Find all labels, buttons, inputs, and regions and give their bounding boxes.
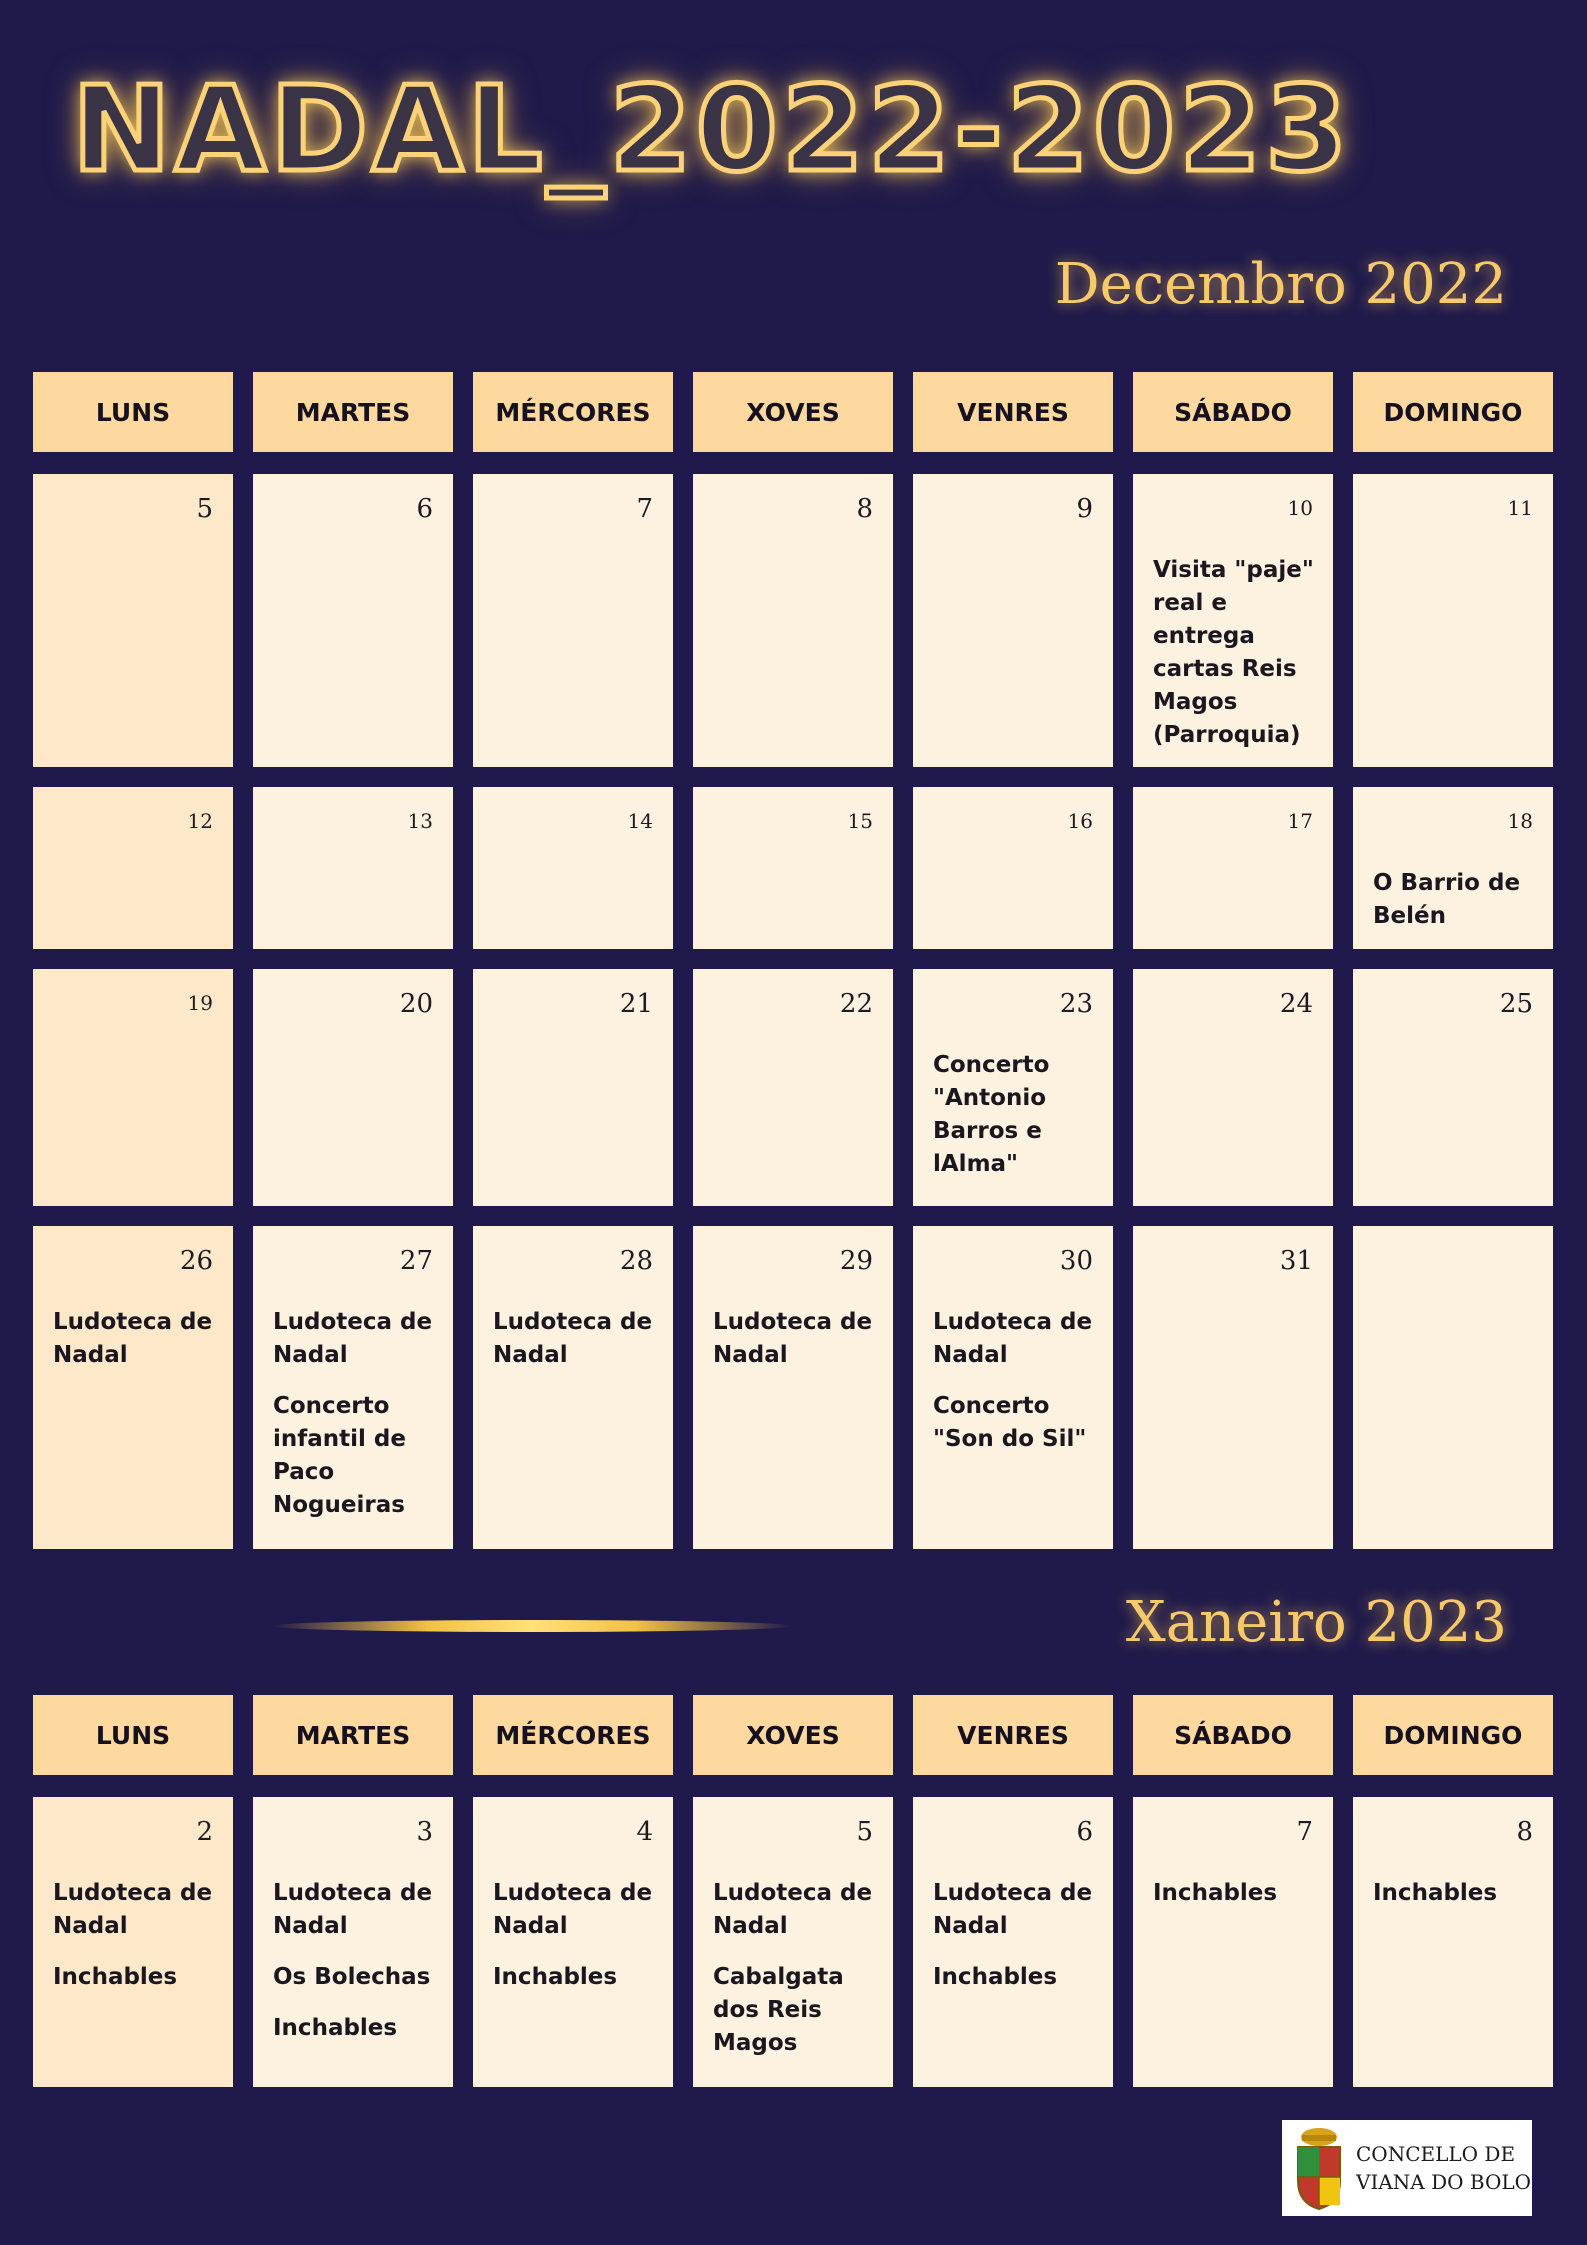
day-number: 20 bbox=[399, 989, 433, 1019]
day-number: 25 bbox=[1499, 989, 1533, 1019]
day-number: 2 bbox=[196, 1817, 213, 1847]
coat-of-arms-icon bbox=[1290, 2125, 1348, 2211]
month-heading-january: Xaneiro 2023 bbox=[1125, 1590, 1507, 1655]
event-text: Ludoteca de Nadal bbox=[273, 1309, 433, 1368]
month-heading-december: Decembro 2022 bbox=[1054, 252, 1507, 317]
event-text: Ludoteca de Nadal bbox=[713, 1309, 873, 1368]
day-number: 30 bbox=[1059, 1246, 1093, 1276]
day-number: 19 bbox=[187, 991, 213, 1015]
day-cell bbox=[253, 1226, 453, 1549]
day-number: 8 bbox=[1516, 1817, 1533, 1847]
day-number: 4 bbox=[636, 1817, 653, 1847]
day-cell bbox=[253, 787, 453, 949]
weekday-header: SÁBADO bbox=[1133, 1695, 1333, 1775]
day-number: 26 bbox=[179, 1246, 213, 1276]
event-text: Cabalgata dos Reis Magos bbox=[713, 1964, 844, 2056]
event-text: Ludoteca de Nadal bbox=[933, 1309, 1093, 1368]
weekday-header: DOMINGO bbox=[1353, 1695, 1553, 1775]
day-cell bbox=[253, 1797, 453, 2087]
day-cell bbox=[33, 969, 233, 1206]
weekday-header: DOMINGO bbox=[1353, 372, 1553, 452]
event-text: Inchables bbox=[1153, 1880, 1278, 1906]
event-list bbox=[493, 1877, 659, 2012]
weekday-header: LUNS bbox=[33, 1695, 233, 1775]
day-number: 7 bbox=[1296, 1817, 1313, 1847]
day-number: 8 bbox=[856, 494, 873, 524]
day-number: 14 bbox=[627, 809, 653, 833]
event-text: Visita "paje" real e entrega cartas Reis Magos (Parroquia) bbox=[1153, 557, 1314, 748]
day-number: 7 bbox=[636, 494, 653, 524]
day-cell bbox=[33, 1226, 233, 1549]
weekday-header: MÉRCORES bbox=[473, 1695, 673, 1775]
day-cell bbox=[33, 474, 233, 767]
day-cell bbox=[693, 474, 893, 767]
day-number: 28 bbox=[619, 1246, 653, 1276]
day-number: 31 bbox=[1279, 1246, 1313, 1276]
day-cell bbox=[1353, 474, 1553, 767]
day-cell bbox=[1133, 1226, 1333, 1549]
event-text: Concerto "Son do Sil" bbox=[933, 1393, 1087, 1452]
event-list bbox=[53, 1877, 219, 2012]
weekday-header: XOVES bbox=[693, 372, 893, 452]
day-number: 10 bbox=[1287, 496, 1313, 520]
day-cell bbox=[1353, 969, 1553, 1206]
event-list bbox=[273, 1877, 439, 2063]
day-cell bbox=[693, 969, 893, 1206]
day-cell bbox=[33, 787, 233, 949]
day-cell bbox=[1133, 787, 1333, 949]
day-cell bbox=[1133, 969, 1333, 1206]
weekday-header: MÉRCORES bbox=[473, 372, 673, 452]
day-cell bbox=[693, 1226, 893, 1549]
event-text: Concerto "Antonio Barros e lAlma" bbox=[933, 1052, 1050, 1177]
day-number: 29 bbox=[839, 1246, 873, 1276]
event-text: Concerto infantil de Paco Nogueiras bbox=[273, 1393, 406, 1518]
day-cell bbox=[1133, 1797, 1333, 2087]
day-number: 6 bbox=[1076, 1817, 1093, 1847]
council-logo bbox=[1282, 2120, 1532, 2216]
day-number: 11 bbox=[1507, 496, 1533, 520]
event-list bbox=[933, 1049, 1099, 1199]
event-text: O Barrio de Belén bbox=[1373, 870, 1521, 929]
day-cell bbox=[473, 787, 673, 949]
event-list bbox=[1153, 1877, 1319, 1928]
day-cell bbox=[1133, 474, 1333, 767]
event-list bbox=[493, 1306, 659, 1390]
event-text: Inchables bbox=[273, 2015, 398, 2041]
event-text: Inchables bbox=[493, 1964, 618, 1990]
event-list bbox=[273, 1306, 439, 1540]
day-cell bbox=[473, 1226, 673, 1549]
day-number: 21 bbox=[619, 989, 653, 1019]
event-text: Os Bolechas bbox=[273, 1964, 431, 1990]
day-cell bbox=[913, 969, 1113, 1206]
day-number: 13 bbox=[407, 809, 433, 833]
day-cell bbox=[913, 474, 1113, 767]
event-list bbox=[53, 1306, 219, 1390]
day-cell bbox=[473, 474, 673, 767]
day-number: 17 bbox=[1287, 809, 1313, 833]
day-number: 18 bbox=[1507, 809, 1533, 833]
day-number: 23 bbox=[1059, 989, 1093, 1019]
event-list bbox=[713, 1306, 879, 1390]
weekday-header: XOVES bbox=[693, 1695, 893, 1775]
event-text: Inchables bbox=[1373, 1880, 1498, 1906]
logo-line-2: VIANA DO BOLO bbox=[1356, 2170, 1532, 2194]
page-title: NADAL_2022-2023 bbox=[72, 60, 1352, 198]
day-number: 5 bbox=[856, 1817, 873, 1847]
event-text: Inchables bbox=[53, 1964, 178, 1990]
event-text: Ludoteca de Nadal bbox=[53, 1309, 213, 1368]
day-cell bbox=[1353, 1226, 1553, 1549]
day-number: 22 bbox=[839, 989, 873, 1019]
weekday-header: VENRES bbox=[913, 372, 1113, 452]
event-list bbox=[1153, 554, 1319, 770]
day-number: 27 bbox=[399, 1246, 433, 1276]
event-list bbox=[713, 1877, 879, 2078]
weekday-header: MARTES bbox=[253, 1695, 453, 1775]
day-cell bbox=[693, 787, 893, 949]
event-text: Ludoteca de Nadal bbox=[493, 1880, 653, 1939]
day-number: 16 bbox=[1067, 809, 1093, 833]
event-text: Ludoteca de Nadal bbox=[493, 1309, 653, 1368]
day-cell bbox=[693, 1797, 893, 2087]
day-number: 6 bbox=[416, 494, 433, 524]
day-cell bbox=[473, 969, 673, 1206]
day-number: 5 bbox=[196, 494, 213, 524]
logo-line-1: CONCELLO DE bbox=[1356, 2142, 1516, 2166]
day-cell bbox=[473, 1797, 673, 2087]
event-list bbox=[933, 1306, 1099, 1474]
event-text: Ludoteca de Nadal bbox=[53, 1880, 213, 1939]
event-list bbox=[1373, 867, 1539, 951]
weekday-header: MARTES bbox=[253, 372, 453, 452]
weekday-header: VENRES bbox=[913, 1695, 1113, 1775]
day-cell bbox=[1353, 787, 1553, 949]
day-number: 15 bbox=[847, 809, 873, 833]
weekday-header: SÁBADO bbox=[1133, 372, 1333, 452]
day-number: 3 bbox=[416, 1817, 433, 1847]
day-number: 12 bbox=[187, 809, 213, 833]
day-cell bbox=[253, 474, 453, 767]
event-list bbox=[1373, 1877, 1539, 1928]
day-cell bbox=[253, 969, 453, 1206]
gold-divider bbox=[272, 1620, 792, 1632]
event-text: Ludoteca de Nadal bbox=[273, 1880, 433, 1939]
day-cell bbox=[913, 1226, 1113, 1549]
day-cell bbox=[33, 1797, 233, 2087]
event-text: Ludoteca de Nadal bbox=[933, 1880, 1093, 1939]
day-cell bbox=[1353, 1797, 1553, 2087]
day-number: 24 bbox=[1279, 989, 1313, 1019]
weekday-header: LUNS bbox=[33, 372, 233, 452]
event-text: Ludoteca de Nadal bbox=[713, 1880, 873, 1939]
day-number: 9 bbox=[1076, 494, 1093, 524]
day-cell bbox=[913, 1797, 1113, 2087]
day-cell bbox=[913, 787, 1113, 949]
event-list bbox=[933, 1877, 1099, 2012]
event-text: Inchables bbox=[933, 1964, 1058, 1990]
